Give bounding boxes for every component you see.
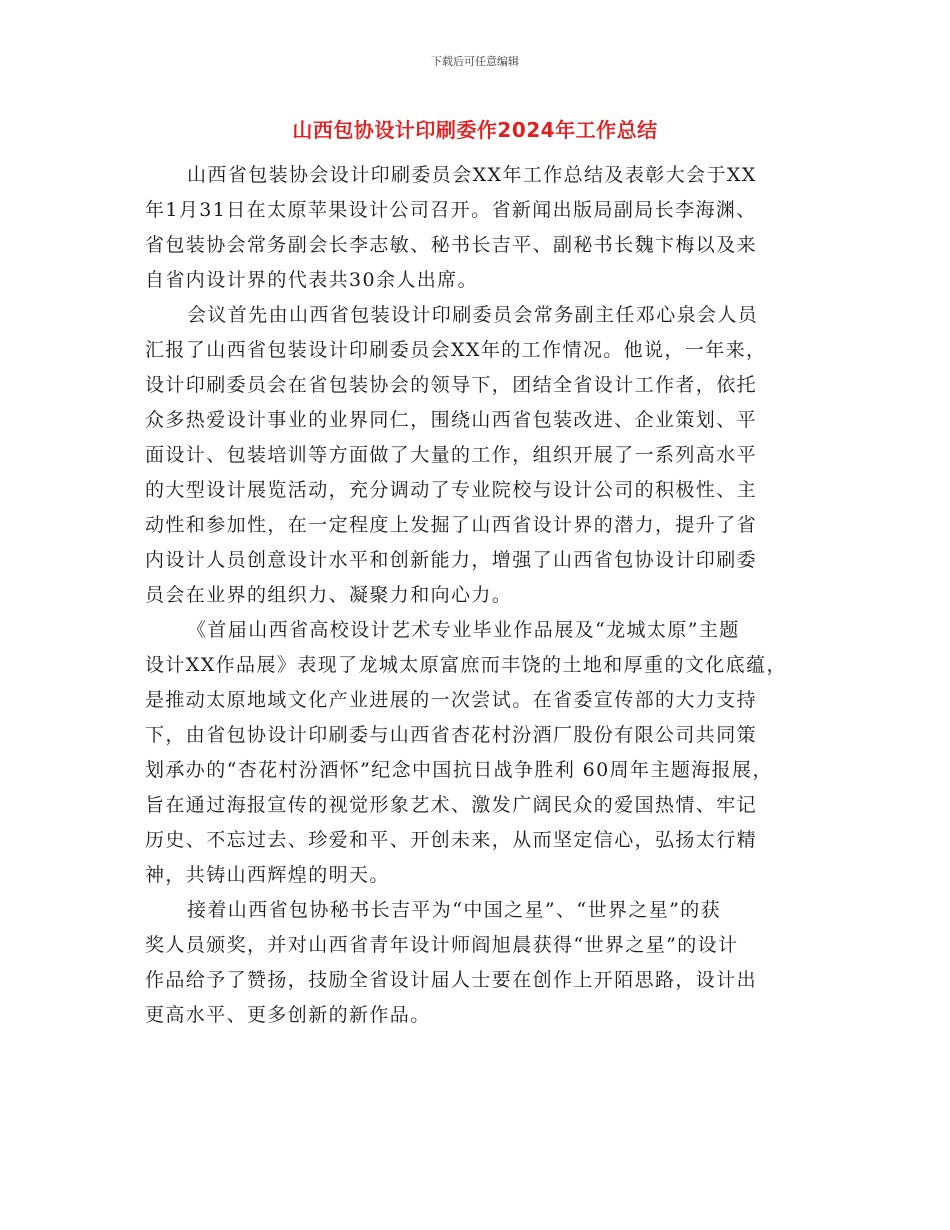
text-line: 面设计、包装培训等方面做了大量的工作，组织开展了一系列高水平 (145, 444, 758, 466)
text-line: 接着山西省包协秘书长吉平为“中国之星”、“世界之星”的获 (187, 899, 722, 921)
text-line: 神，共铸山西辉煌的明天。 (145, 864, 390, 886)
text-line: 《首届山西省高校设计艺术专业毕业作品展及“龙城太原”主题 (187, 619, 740, 641)
header-note: 下载后可任意编辑 (431, 55, 519, 68)
text-line: 会议首先由山西省包装设计印刷委员会常务副主任邓心泉会人员 (187, 304, 759, 326)
text-line: 动性和参加性，在一定程度上发掘了山西省设计界的潜力，提升了省 (145, 514, 758, 536)
text-line: 设计印刷委员会在省包装协会的领导下，团结全省设计工作者，依托 (145, 374, 758, 396)
paragraph-1 (145, 158, 825, 298)
text-line: 奖人员颁奖，并对山西省青年设计师阎旭晨获得“世界之星”的设计 (145, 934, 739, 956)
text-line: 设计XX作品展》表现了龙城太原富庶而丰饶的土地和厚重的文化底蕴， (145, 654, 787, 676)
text-line: 年1月31日在太原苹果设计公司召开。省新闻出版局副局长李海渊、 (145, 199, 757, 221)
text-line: 是推动太原地域文化产业进展的一次尝试。在省委宣传部的大力支持 (145, 689, 758, 711)
document-body (145, 158, 825, 1033)
document-title: 山西包协设计印刷委作2024年工作总结 (292, 118, 658, 142)
text-line: 员会在业界的组织力、凝聚力和向心力。 (145, 584, 513, 606)
text-line: 内设计人员创意设计水平和创新能力，增强了山西省包协设计印刷委 (145, 549, 758, 571)
text-line: 旨在通过海报宣传的视觉形象艺术、激发广阔民众的爱国热情、牢记 (145, 794, 758, 816)
paragraph-2 (145, 298, 825, 613)
text-line: 自省内设计界的代表共30余人出席。 (145, 269, 478, 291)
text-line: 下，由省包协设计印刷委与山西省杏花村汾酒厂股份有限公司共同策 (145, 724, 758, 746)
paragraph-4 (145, 893, 825, 1033)
text-line: 的大型设计展览活动，充分调动了专业院校与设计公司的积极性、主 (145, 479, 758, 501)
text-line: 更高水平、更多创新的新作品。 (145, 1004, 431, 1026)
text-line: 省包装协会常务副会长李志敏、秘书长吉平、副秘书长魏卞梅以及来 (145, 234, 758, 256)
text-line: 历史、不忘过去、珍爱和平、开创未来，从而坚定信心，弘扬太行精 (145, 829, 758, 851)
text-line: 众多热爱设计事业的业界同仁，围绕山西省包装改进、企业策划、平 (145, 409, 758, 431)
text-line: 山西省包装协会设计印刷委员会XX年工作总结及表彰大会于XX (187, 164, 757, 186)
paragraph-3 (145, 613, 825, 893)
text-line: 作品给予了赞扬，技励全省设计届人士要在创作上开陌思路，设计出 (145, 969, 758, 991)
text-line: 划承办的“杏花村汾酒怀”纪念中国抗日战争胜利 60周年主题海报展， (145, 759, 773, 781)
text-line: 汇报了山西省包装设计印刷委员会XX年的工作情况。他说，一年来， (145, 339, 767, 361)
